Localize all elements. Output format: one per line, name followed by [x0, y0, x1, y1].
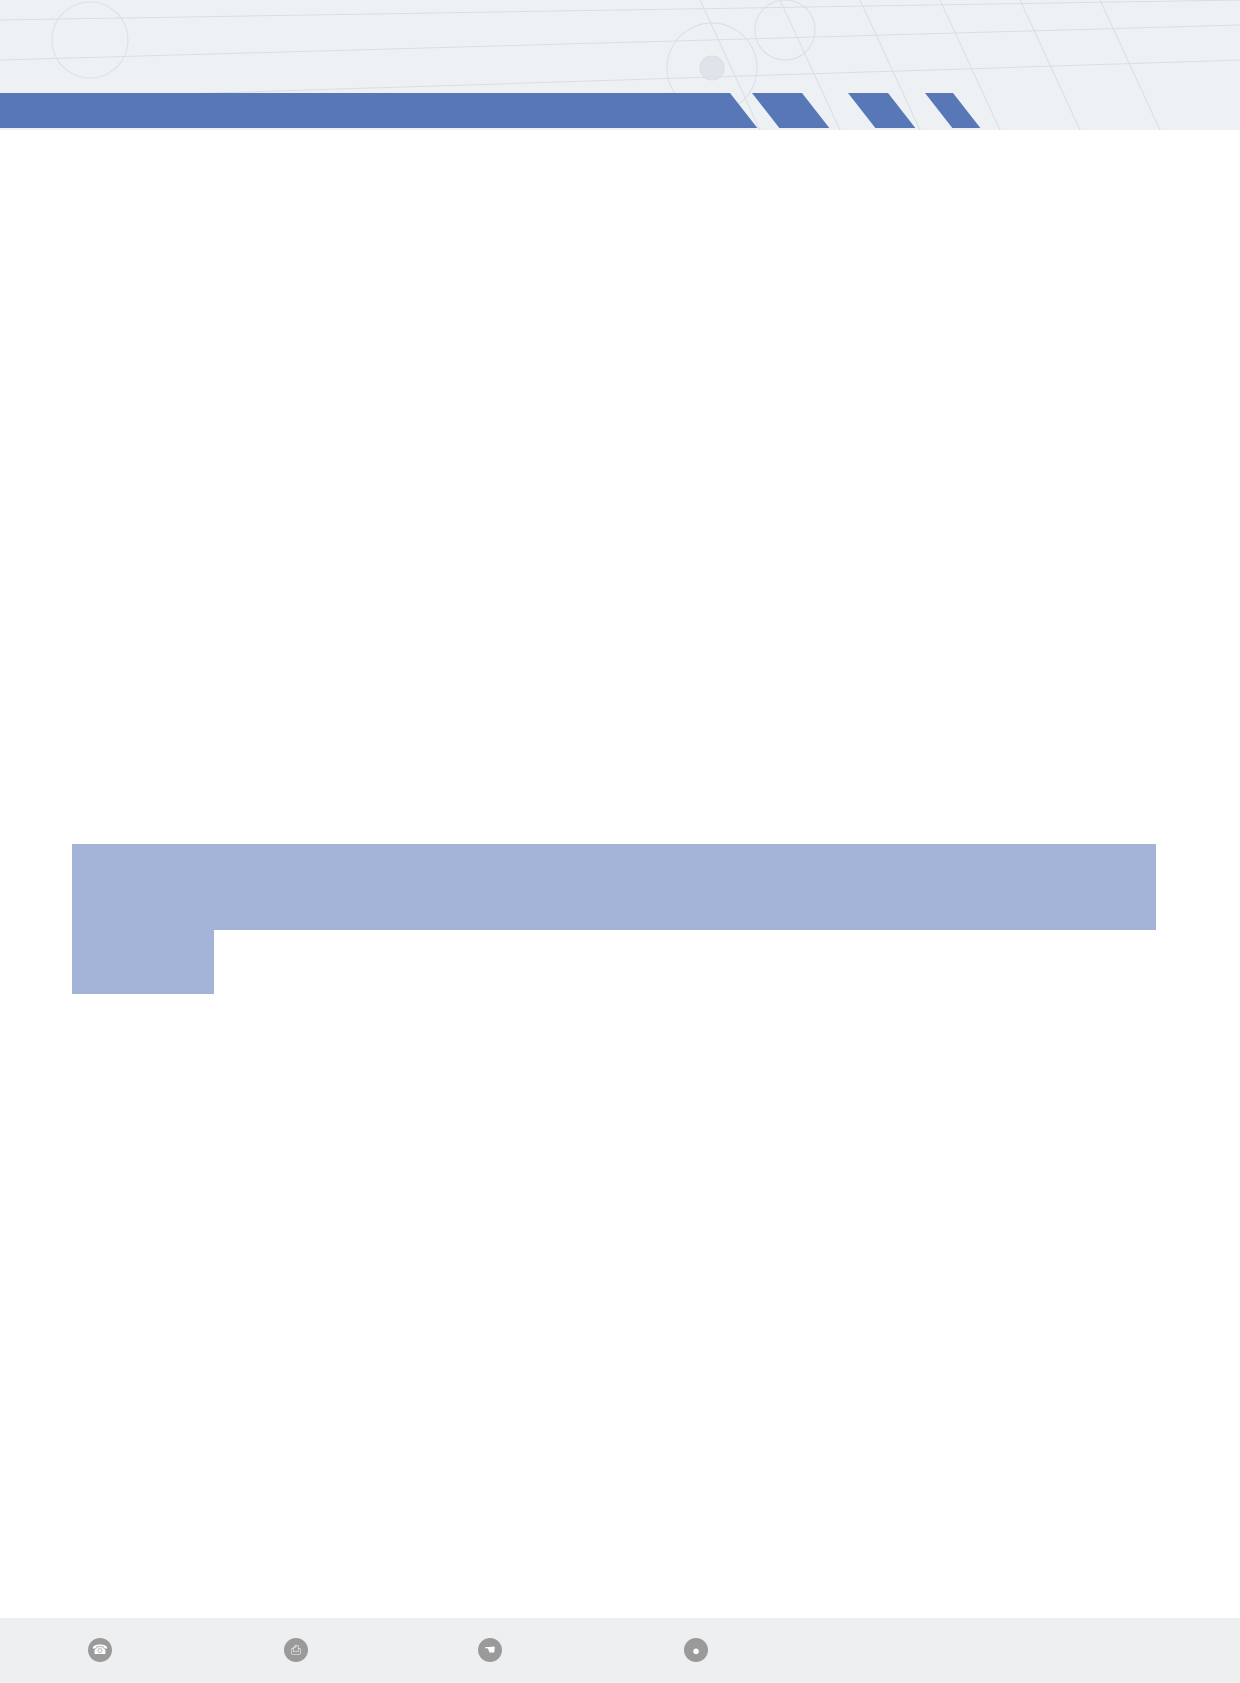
- footer-address: [684, 1638, 714, 1662]
- location-pin-icon: ●: [684, 1638, 708, 1662]
- header-unit-blank: [143, 972, 214, 994]
- header-transverse-en: [847, 870, 937, 930]
- header-pin-dia-en: [522, 870, 599, 930]
- header-weight-en: [1075, 870, 1156, 930]
- header-pitch-cn: [214, 844, 352, 870]
- header-pin-len-en: [599, 870, 670, 930]
- header-tensile-cn: [937, 844, 1075, 870]
- header-weight-cn: [1075, 844, 1156, 870]
- header-roller-en: [351, 870, 436, 930]
- header-tensile-en: [937, 870, 1075, 930]
- oil-field-chain-spec-table: [72, 844, 1156, 994]
- header-plate-thick-en: [764, 870, 847, 930]
- page-header: [0, 0, 1240, 130]
- footer-fax: [284, 1638, 314, 1662]
- chain-technical-drawing: [200, 285, 780, 830]
- header-ansi: [72, 844, 143, 972]
- header-bussmann: [143, 844, 214, 972]
- footer-tel: [88, 1638, 118, 1662]
- header-plate-depth-cn: [670, 844, 764, 870]
- header-pin-len-cn: [599, 844, 670, 870]
- header-plate-thick-cn: [764, 844, 847, 870]
- phone-icon: ☎: [88, 1638, 112, 1662]
- header-pin-dia-cn: [522, 844, 599, 870]
- header-width-cn: [437, 844, 522, 870]
- header-unit-blank: [72, 972, 143, 994]
- header-width-en: [437, 870, 522, 930]
- header-roller-cn: [351, 844, 436, 870]
- globe-icon: ☚: [478, 1638, 502, 1662]
- page-footer: [0, 1618, 1240, 1683]
- fax-icon: ⎙: [284, 1638, 308, 1662]
- footer-web[interactable]: [478, 1638, 508, 1662]
- header-transverse-cn: [847, 844, 937, 870]
- header-plate-depth-en: [670, 870, 764, 930]
- brand-band: [0, 93, 710, 128]
- header-pitch-en: [214, 870, 352, 930]
